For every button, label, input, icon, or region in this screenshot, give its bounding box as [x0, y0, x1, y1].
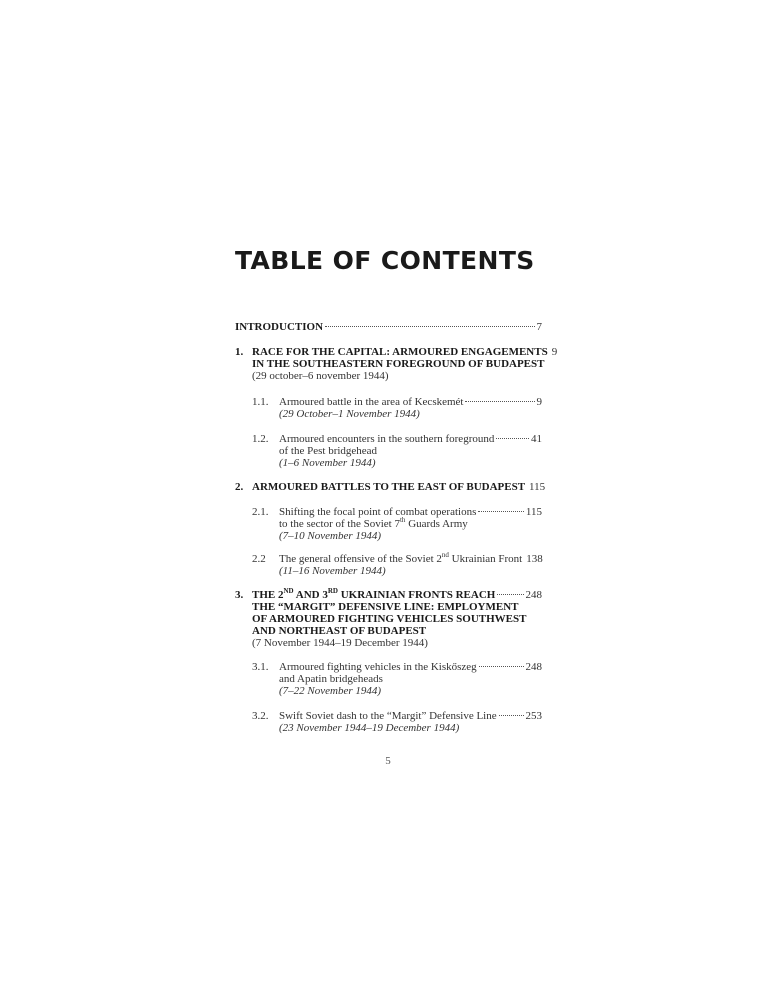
- section-title-continued: [279, 518, 468, 530]
- superscript: ND: [283, 587, 294, 595]
- section-title: Shifting the focal point of combat operations: [279, 506, 477, 518]
- toc-entry-section-2-2[interactable]: [279, 553, 542, 565]
- section-title: Armoured fighting vehicles in the Kiskőszeg: [279, 661, 477, 673]
- chapter-title: RACE FOR THE CAPITAL: ARMOURED ENGAGEMENTS: [252, 346, 548, 358]
- toc-page-number: 248: [525, 589, 542, 601]
- chapter-number: 3.: [235, 589, 244, 601]
- section-title: Armoured encounters in the southern foreground: [279, 433, 495, 445]
- toc-page-number: 115: [529, 481, 546, 493]
- dot-leader: [478, 511, 524, 512]
- toc-page-number: 9: [551, 346, 558, 358]
- chapter-number: 1.: [235, 346, 244, 358]
- dot-leader: [479, 666, 524, 667]
- toc-entry-introduction[interactable]: [235, 321, 542, 333]
- chapter-title-continued: AND NORTHEAST OF BUDAPEST: [252, 625, 427, 637]
- section-title-text: to the sector of the Soviet 7: [279, 518, 400, 530]
- section-number: 1.1.: [252, 396, 269, 408]
- toc-page-number: 7: [536, 321, 542, 333]
- superscript: th: [399, 516, 406, 524]
- toc-entry-chapter-3[interactable]: [252, 589, 542, 601]
- dot-leader: [465, 401, 534, 402]
- toc-entry-label: INTRODUCTION: [235, 321, 324, 333]
- section-number: 3.1.: [252, 661, 269, 673]
- dot-leader: [496, 438, 529, 439]
- toc-page-number: 253: [525, 710, 542, 722]
- toc-page-number: 9: [536, 396, 542, 408]
- toc-entry-section-2-1[interactable]: [279, 506, 542, 518]
- section-title-continued: of the Pest bridgehead: [279, 445, 378, 457]
- dot-leader: [497, 594, 523, 595]
- section-title-text: The general offensive of the Soviet 2: [279, 553, 442, 565]
- chapter-title-text: AND 3: [293, 589, 328, 601]
- toc-entry-section-1-1[interactable]: [279, 396, 542, 408]
- section-date: (23 November 1944–19 December 1944): [279, 722, 460, 734]
- toc-entry-chapter-2[interactable]: [252, 481, 546, 493]
- chapter-number: 2.: [235, 481, 244, 493]
- section-title-text: Ukrainian Front: [448, 553, 523, 565]
- toc-entry-section-3-1[interactable]: [279, 661, 542, 673]
- chapter-date: (29 october–6 november 1944): [252, 370, 389, 382]
- section-number: 3.2.: [252, 710, 269, 722]
- section-date: (1–6 November 1944): [279, 457, 376, 469]
- toc-page-number: 138: [526, 553, 543, 565]
- chapter-title-continued: IN THE SOUTHEASTERN FOREGROUND OF BUDAPEST: [252, 358, 545, 370]
- chapter-title: ARMOURED BATTLES TO THE EAST OF BUDAPEST: [252, 481, 526, 493]
- superscript: RD: [327, 587, 338, 595]
- section-number: 2.1.: [252, 506, 269, 518]
- chapter-title-continued: OF ARMOURED FIGHTING VEHICLES SOUTHWEST: [252, 613, 527, 625]
- dot-leader: [325, 326, 534, 327]
- dot-leader: [499, 715, 524, 716]
- toc-entry-chapter-1[interactable]: [252, 346, 558, 358]
- page-number: 5: [385, 755, 391, 767]
- toc-entry-section-3-2[interactable]: [279, 710, 542, 722]
- toc-page-number: 41: [531, 433, 542, 445]
- chapter-title-continued: THE “MARGIT” DEFENSIVE LINE: EMPLOYMENT: [252, 601, 519, 613]
- chapter-title-text: THE 2: [252, 589, 284, 601]
- toc-page-number: 115: [525, 506, 542, 518]
- section-number: 1.2.: [252, 433, 269, 445]
- section-date: (7–22 November 1944): [279, 685, 382, 697]
- section-number: 2.2: [252, 553, 266, 565]
- page-title: TABLE OF CONTENTS: [235, 246, 535, 275]
- chapter-title-text: UKRAINIAN FRONTS REACH: [337, 589, 496, 601]
- section-title-text: Guards Army: [405, 518, 468, 530]
- section-date: (7–10 November 1944): [279, 530, 382, 542]
- section-title: Swift Soviet dash to the “Margit” Defensive Line: [279, 710, 497, 722]
- toc-entry-section-1-2[interactable]: [279, 433, 542, 445]
- section-title: Armoured battle in the area of Kecskemét: [279, 396, 464, 408]
- chapter-date: (7 November 1944–19 December 1944): [252, 637, 428, 649]
- chapter-title: [252, 589, 495, 601]
- section-date: (29 October–1 November 1944): [279, 408, 420, 420]
- section-title: [279, 553, 522, 565]
- section-date: (11–16 November 1944): [279, 565, 386, 577]
- section-title-continued: and Apatin bridgeheads: [279, 673, 383, 685]
- superscript: nd: [441, 551, 449, 559]
- toc-page-number: 248: [525, 661, 542, 673]
